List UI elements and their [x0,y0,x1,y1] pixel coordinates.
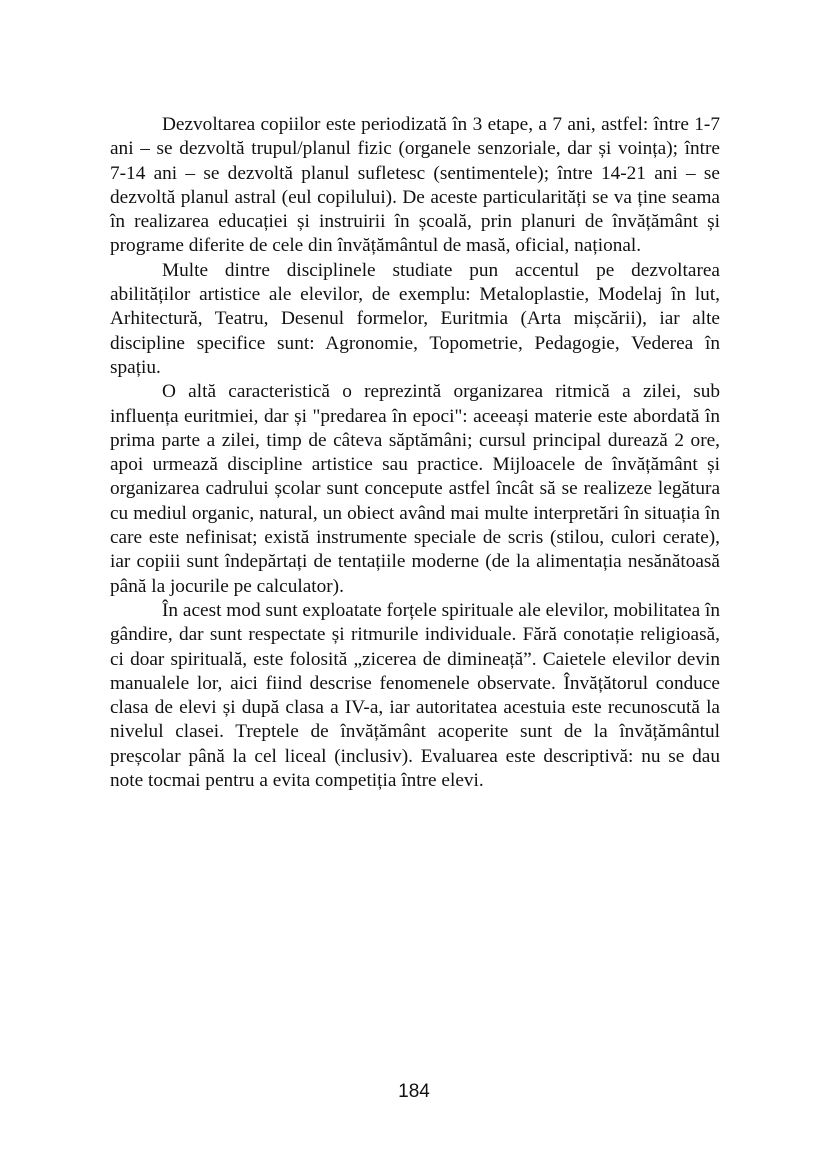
paragraph-periodization: Dezvoltarea copiilor este periodizată în 3 etape, a 7 ani, astfel: între 1-7 ani – se dezvoltă trupul/planul fizic (organele senzoriale, dar și voința); între 7-14 ani – se dezvoltă planul sufletesc (sentimentele); între 14-21 ani – se dezvoltă planul astral (eul copilului). De aceste particularități se va ține seama în realizarea educației și instruirii în școală, prin planuri de învățământ și programe diferite de cele din învățământul de masă, oficial, național. [110,114,720,257]
paragraph-spiritual-forces: În acest mod sunt exploatate forțele spirituale ale elevilor, mobilitatea în gândire, dar sunt respectate și ritmurile individuale. Fără conotație religioasă, ci doar spirituală, este folosită „zicerea de dimineață”. Caietele elevilor devin manualele lor, aici fiind descrise fenomenele observate. Învățătorul conduce clasa de elevi și după clasa a IV-a, iar autoritatea acestuia este recunoscută la nivelul clasei. Treptele de învățământ acoperite sunt de la învățământul preșcolar până la cel liceal (inclusiv). Evaluarea este descriptivă: nu se dau note tocmai pentru a evita competiția între elevi. [110,599,720,792]
page-number: 184 [398,1081,430,1102]
paragraph-disciplines: Multe dintre disciplinele studiate pun accentul pe dezvoltarea abilităților artistice ale elevilor, de exemplu: Metaloplastie, Modelaj în lut, Arhitectură, Teatru, Desenul formelor, Euritmia (Arta mișcării), iar alte discipline specifice sunt: Agronomie, Topometrie, Pedagogie, Vederea în spațiu. [110,259,720,378]
body-text [110,113,720,793]
paragraph-rhythmic-organization: O altă caracteristică o reprezintă organizarea ritmică a zilei, sub influența euritmiei, dar și "predarea în epoci": aceeași materie este abordată în prima parte a zilei, timp de câteva săptămâni; cursul principal durează 2 ore, apoi urmează discipline artistice sau practice. Mijloacele de învățământ și organizarea cadrului școlar sunt concepute astfel încât să se realizeze legătura cu mediul organic, natural, un obiect având mai multe interpretări în situația în care este nefinisat; există instrumente speciale de scris (stilou, culori cerate), iar copiii sunt îndepărtați de tentațiile moderne (de la alimentația nesănătoasă până la jocurile pe calculator). [110,381,720,597]
